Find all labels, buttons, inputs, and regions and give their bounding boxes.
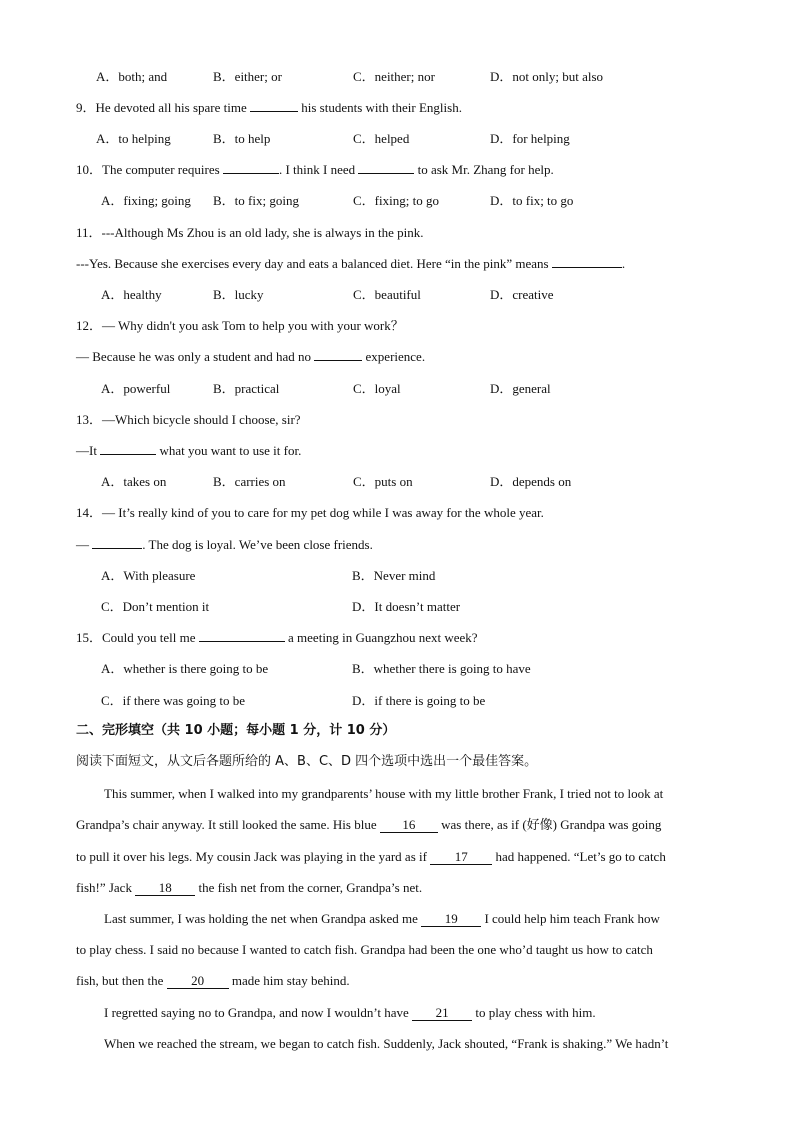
q15-stem-post: a meeting in Guangzhou next week? [284, 630, 478, 645]
passage-text: the fish net from the corner, Grandpa’s net. [195, 880, 423, 895]
q13-blank [100, 454, 156, 455]
q14-stem-post: . The dog is loyal. We’ve been close friends. [142, 537, 373, 552]
q11-option-b: B．lucky [213, 287, 264, 302]
passage-text: I regretted saying no to Grandpa, and now I wouldn’t have [104, 1005, 413, 1020]
passage-text: Last summer, I was holding the net when Grandpa asked me [104, 911, 422, 926]
q11-option-c: C．beautiful [353, 287, 421, 302]
passage-text: to play chess with him. [472, 1005, 596, 1020]
q10-option-d: D．to fix; to go [490, 193, 574, 208]
q12-option-c: C．loyal [353, 381, 401, 396]
question-13-line-2 [76, 442, 301, 460]
q10-option-a: A．fixing; going [101, 193, 191, 208]
question-13-line-1: 13．—Which bicycle should I choose, sir? [76, 412, 301, 427]
passage-p1-line-4 [76, 879, 422, 897]
passage-text: fish, but then the [76, 973, 167, 988]
passage-text: I could help him teach Frank how [481, 911, 660, 926]
q14-option-c: C．Don’t mention it [101, 599, 210, 614]
q10-option-b: B．to fix; going [213, 193, 299, 208]
question-11-line-1: 11．---Although Ms Zhou is an old lady, she is always in the pink. [76, 225, 424, 240]
passage-text: fish!” Jack [76, 880, 136, 895]
q13-option-d: D．depends on [490, 474, 572, 489]
passage-p2-line-2: to play chess. I said no because I wanted to catch fish. Grandpa had been the one who’d taught us how to catch [76, 942, 653, 957]
q15-option-a: A．whether is there going to be [101, 661, 269, 676]
q15-blank [199, 641, 285, 642]
q10-stem-post: to ask Mr. Zhang for help. [414, 162, 554, 177]
q13-option-b: B．carries on [213, 474, 286, 489]
question-11-line-2 [76, 255, 625, 273]
q9-option-d: D．for helping [490, 131, 570, 146]
q11-stem-pre: ---Yes. Because she exercises every day and eats a balanced diet. Here “in the pink” means [76, 256, 552, 271]
blank-19: 19 [421, 912, 481, 927]
q12-stem-post: experience. [362, 349, 426, 364]
q8-option-a: A．both; and [96, 69, 168, 84]
q12-option-d: D．general [490, 381, 551, 396]
q9-option-b: B．to help [213, 131, 271, 146]
question-12-line-1: 12．— Why didn't you ask Tom to help you with your work？ [76, 318, 404, 333]
q13-stem-pre: —It [76, 443, 101, 458]
q14-option-b: B．Never mind [352, 568, 436, 583]
q9-stem-pre: 9．He devoted all his spare time [76, 100, 251, 115]
question-9 [76, 99, 462, 117]
blank-17: 17 [430, 850, 492, 865]
q9-stem-post: his students with their English. [298, 100, 462, 115]
q12-blank [314, 360, 362, 361]
q11-stem-post: . [621, 256, 626, 271]
passage-text: Grandpa’s chair anyway. It still looked the same. His blue [76, 817, 380, 832]
q12-option-b: B．practical [213, 381, 280, 396]
blank-18: 18 [135, 881, 195, 896]
passage-p2-line-1 [104, 910, 660, 928]
q9-option-a: A．to helping [96, 131, 171, 146]
passage-p3-line-1 [104, 1004, 596, 1022]
blank-21: 21 [412, 1006, 472, 1021]
passage-p1-line-3 [76, 848, 666, 866]
q15-option-c: C．if there was going to be [101, 693, 246, 708]
question-15 [76, 629, 478, 647]
q11-option-d: D．creative [490, 287, 554, 302]
q9-blank [250, 111, 298, 112]
q14-option-a: A．With pleasure [101, 568, 196, 583]
q13-stem-post: what you want to use it for. [156, 443, 302, 458]
q10-stem-pre: 10．The computer requires [76, 162, 223, 177]
blank-20: 20 [167, 974, 229, 989]
passage-text: was there, as if (好像) Grandpa was going [437, 817, 662, 832]
q10-blank-1 [223, 173, 279, 174]
q15-option-b: B．whether there is going to have [352, 661, 531, 676]
q10-stem-mid: . I think I need [278, 162, 359, 177]
q8-option-b: B．either; or [213, 69, 282, 84]
passage-p2-line-3 [76, 972, 350, 990]
q8-option-c: C．neither; nor [353, 69, 435, 84]
passage-p1-line-1: This summer, when I walked into my grandparents’ house with my little brother Frank, I tried not to look at [104, 786, 664, 801]
section-instruction: 阅读下面短文，从文后各题所给的 A、B、C、D 四个选项中选出一个最佳答案。 [76, 754, 538, 769]
q14-option-d: D．It doesn’t matter [352, 599, 461, 614]
q14-stem-pre: — [76, 537, 93, 552]
q15-option-d: D．if there is going to be [352, 693, 486, 708]
passage-text: had happened. “Let’s go to catch [492, 849, 666, 864]
passage-p4-line-1: When we reached the stream, we began to catch fish. Suddenly, Jack shouted, “Frank is shaking.” We hadn’t [104, 1036, 669, 1051]
q15-stem-pre: 15．Could you tell me [76, 630, 199, 645]
question-14-line-1: 14．— It’s really kind of you to care for my pet dog while I was away for the whole year. [76, 505, 544, 520]
q10-blank-2 [358, 173, 414, 174]
q10-option-c: C．fixing; to go [353, 193, 439, 208]
q13-option-a: A．takes on [101, 474, 167, 489]
blank-16: 16 [380, 818, 438, 833]
question-14-line-2 [76, 536, 373, 554]
q14-blank [92, 548, 142, 549]
q12-option-a: A．powerful [101, 381, 171, 396]
q12-stem-pre: — Because he was only a student and had no [76, 349, 315, 364]
q11-option-a: A．healthy [101, 287, 162, 302]
q8-option-d: D．not only; but also [490, 69, 604, 84]
q9-option-c: C．helped [353, 131, 410, 146]
q13-option-c: C．puts on [353, 474, 413, 489]
question-12-line-2 [76, 348, 425, 366]
section-heading: 二、完形填空（共 10 小题；每小题 1 分，计 10 分） [76, 723, 396, 738]
question-10 [76, 161, 554, 179]
passage-p1-line-2 [76, 816, 661, 834]
q11-blank [552, 267, 622, 268]
passage-text: made him stay behind. [228, 973, 350, 988]
passage-text: to pull it over his legs. My cousin Jack was playing in the yard as if [76, 849, 431, 864]
